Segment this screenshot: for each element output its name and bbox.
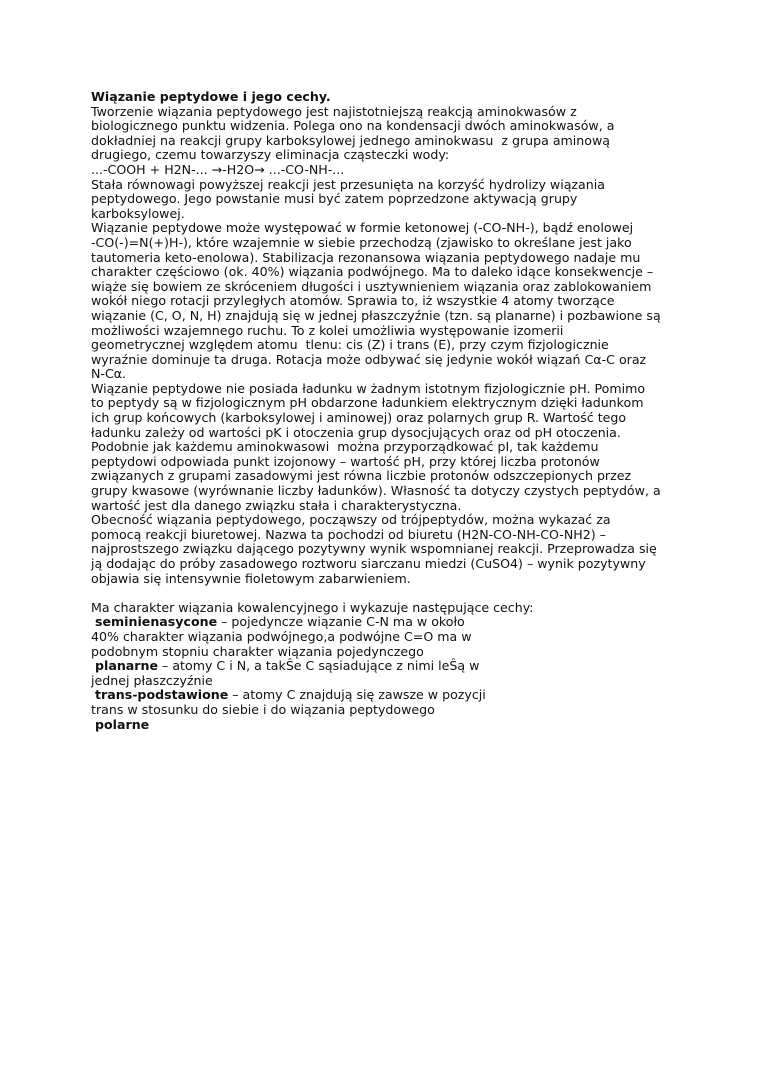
text-line: Stała równowagi powyższej reakcji jest przesunięta na korzyść hydrolizy wiązania <box>91 176 605 192</box>
feature-item <box>91 718 691 733</box>
text-line: wyraźnie dominuje ta druga. Rotacja może odbywać się jedynie wokół wiązań Cα-C oraz <box>91 351 647 367</box>
text-line: wokół niego rotacji przyległych atomów. Sprawia to, iż wszystkie 4 atomy tworzące <box>91 293 615 309</box>
feature-description: – pojedyncze wiązanie C-N ma w około <box>217 614 465 630</box>
document-title: Wiązanie peptydowe i jego cechy. <box>91 89 331 104</box>
feature-term: seminienasycone <box>95 614 218 630</box>
text-line: -CO(-)=N(+)H-), które wzajemnie w siebie przechodzą (zjawisko to określane jest jako <box>91 234 632 250</box>
text-line: Wiązanie peptydowe może występować w formie ketonowej (-CO-NH-), bądź enolowej <box>91 220 634 236</box>
text-line: wartość jest dla danego związku stała i charakterystyczna. <box>91 497 462 513</box>
text-line: ich grup końcowych (karboksylowej i aminowej) oraz polarnych grup R. Wartość tego <box>91 410 627 426</box>
body-paragraphs <box>91 105 691 587</box>
text-line: biologicznego punktu widzenia. Polega ono na kondensacji dwóch aminokwasów, a <box>91 118 615 134</box>
feature-description-line: podobnym stopniu charakter wiązania pojedynczego <box>91 643 424 659</box>
text-line: geometrycznej względem atomu tlenu: cis (Z) i trans (E), przy czym fizjologicznie <box>91 337 609 353</box>
text-line: związanych z grupami zasadowymi jest równa liczbie protonów odszczepionych przez <box>91 468 632 484</box>
text-line: Wiązanie peptydowe nie posiada ładunku w żadnym istotnym fizjologicznie pH. Pomimo <box>91 380 646 396</box>
feature-description-line: jednej płaszczyźnie <box>91 672 213 688</box>
text-line: najprostszego związku dającego pozytywny wynik wspomnianej reakcji. Przeprowadza się <box>91 541 657 557</box>
text-line: charakter częściowo (ok. 40%) wiązania podwójnego. Ma to daleko idące konsekwencje – <box>91 264 654 280</box>
text-line: możliwości wzajemnego ruchu. To z kolei umożliwia występowanie izomerii <box>91 322 564 338</box>
text-line: dokładniej na reakcji grupy karboksylowej jednego aminokwasu z grupa aminową <box>91 132 611 148</box>
blank-line <box>91 586 691 601</box>
text-line: tautomeria keto-enolowa). Stabilizacja rezonansowa wiązania peptydowego nadaje mu <box>91 249 641 265</box>
feature-term: planarne <box>95 658 159 674</box>
text-line: to peptydy są w fizjologicznym pH obdarzone ładunkiem elektrycznym dzięki ładunkom <box>91 395 644 411</box>
text-line: Podobnie jak każdemu aminokwasowi można przyporządkować pI, tak każdemu <box>91 439 599 455</box>
feature-item <box>91 688 691 703</box>
text-line: Tworzenie wiązania peptydowego jest najistotniejszą reakcją aminokwasów z <box>91 103 577 119</box>
feature-description: – atomy C i N, a takŜe C sąsiadujące z nimi leŜą w <box>158 658 480 674</box>
text-line: grupy kwasowe (wyrównanie liczby ładunków). Własność ta dotyczy czystych peptydów, a <box>91 483 661 499</box>
text-line: ...-COOH + H2N-... →-H2O→ ...-CO-NH-... <box>91 161 345 177</box>
text-line: peptydowi odpowiada punkt izojonowy – wartość pH, przy której liczba protonów <box>91 453 600 469</box>
text-line: peptydowego. Jego powstanie musi być zatem poprzedzone aktywacją grupy <box>91 191 578 207</box>
document-body <box>91 90 691 732</box>
feature-item <box>91 659 691 674</box>
text-line: drugiego, czemu towarzyszy eliminacja cząsteczki wody: <box>91 147 450 163</box>
feature-term: polarne <box>95 716 150 732</box>
text-line: ją dodając do próby zasadowego roztworu siarczanu miedzi (CuSO4) – wynik pozytywny <box>91 556 646 571</box>
text-line: N-Cα. <box>91 366 127 382</box>
feature-item <box>91 615 691 630</box>
features-intro: Ma charakter wiązania kowalencyjnego i wykazuje następujące cechy: <box>91 599 534 615</box>
feature-description: – atomy C znajdują się zawsze w pozycji <box>228 687 486 703</box>
feature-description-line: 40% charakter wiązania podwójnego,a podwójne C=O ma w <box>91 628 472 644</box>
feature-term: trans-podstawione <box>95 687 229 703</box>
text-line: wiązanie (C, O, N, H) znajdują się w jednej płaszczyźnie (tzn. są planarne) i pozbawione są <box>91 307 661 323</box>
text-line: Obecność wiązania peptydowego, począwszy od trójpeptydów, można wykazać za <box>91 512 611 528</box>
feature-description-line: trans w stosunku do siebie i do wiązania peptydowego <box>91 701 435 717</box>
text-line: karboksylowej. <box>91 205 185 221</box>
text-line: wiąże się bowiem ze skróceniem długości i usztywnieniem wiązania oraz zablokowaniem <box>91 278 652 294</box>
features-list <box>91 615 691 732</box>
text-line: pomocą reakcji biuretowej. Nazwa ta pochodzi od biuretu (H2N-CO-NH-CO-NH2) – <box>91 526 606 542</box>
text-line: ładunku zależy od wartości pK i otoczenia grup dysocjujących oraz od pH otoczenia. <box>91 424 621 440</box>
text-line: objawia się intensywnie fioletowym zabarwieniem. <box>91 570 411 586</box>
